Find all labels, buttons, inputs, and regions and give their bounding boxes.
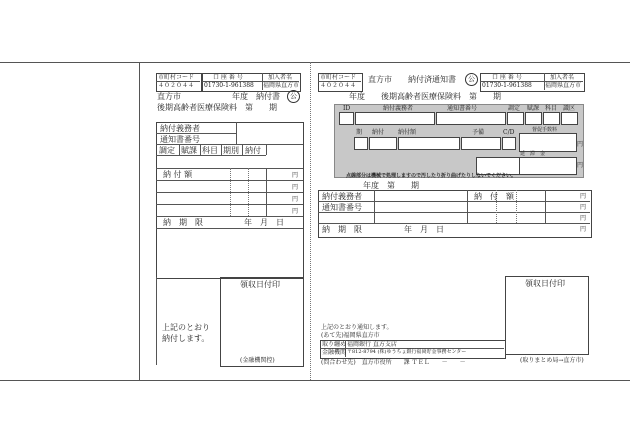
grid-amount: 納付額 (398, 129, 417, 136)
left-note: 上記のとおり 納付します。 (162, 323, 210, 343)
right-account-label: 口 座 番 号 (492, 74, 522, 81)
left-col-0: 調定 (159, 146, 175, 155)
left-bank-note: (金融機関控) (240, 357, 275, 364)
right-receipt-stamp: 領収日付印 (525, 279, 565, 288)
right-yen-3: 円 (580, 226, 587, 233)
left-yen-2: 円 (292, 196, 299, 203)
inquiry: (問合わせ先) 直方市役所 課 ＴＥＬ － － (321, 359, 466, 366)
left-date-text: 年 月 日 (244, 218, 284, 227)
left-col-4: 納付 (245, 146, 261, 155)
top-border (0, 62, 630, 63)
right-yen-1: 円 (580, 204, 587, 211)
grid-yen-0: 円 (577, 141, 584, 148)
left-city: 直方市 (157, 92, 181, 101)
grid-cd: C/D (503, 129, 515, 136)
left-receipt-box (220, 277, 304, 367)
left-payee-label: 加入者名 (268, 74, 293, 81)
right-code-value: ４０２０４４ (320, 82, 357, 89)
right-payee-label: 加入者名 (550, 74, 575, 81)
left-margin-line (139, 62, 140, 380)
ocr-note: 点線部分は機械で処理しますので汚したり折り曲げたりしないでください。 (346, 173, 517, 179)
handling-label: 取り纏め (322, 341, 347, 348)
right-year-line: 年度 後期高齢者医療保険料 第 期 (349, 92, 501, 101)
grid-ki: 期 (356, 129, 363, 136)
bank-value: 〒812-8794 (株)ゆうちょ銀行福岡貯金事務センター (347, 349, 467, 355)
left-yen-0: 円 (292, 172, 299, 179)
grid-chotei: 調定 (508, 105, 521, 112)
notify-text: 上記のとおり通知します。 (321, 324, 393, 331)
addressee: (あて先)福岡県直方市 (321, 332, 380, 339)
grid-yobi: 予備 (472, 129, 485, 136)
left-deadline-label: 納 期 限 (163, 218, 203, 227)
left-payer-label: 納付義務者 (160, 124, 200, 133)
right-payee-value: 福岡県直方市 (545, 82, 582, 89)
right-date-text: 年 月 日 (404, 225, 444, 234)
seal-icon: 公 (465, 73, 478, 86)
left-insurance-title: 後期高齢者医療保険料 第 期 (157, 103, 277, 112)
right-yen-2: 円 (580, 215, 587, 222)
bank-label: 金融機関 (322, 349, 347, 356)
right-city: 直方市 (368, 75, 392, 84)
left-code-label: 市町村コード (158, 74, 195, 81)
grid-yen-1: 円 (577, 162, 584, 169)
left-code-value: ４０２０４４ (158, 82, 195, 89)
right-account-value: 01730-1-961388 (482, 82, 532, 89)
grid-kamoku: 科目 (545, 105, 558, 112)
left-yen-1: 円 (292, 184, 299, 191)
right-code-label: 市町村コード (320, 74, 357, 81)
handling-value: 福岡銀行 直方支店 (347, 341, 397, 348)
seal-icon: 公 (287, 90, 300, 103)
grid-id: ID (343, 105, 351, 112)
right-yen-0: 円 (580, 193, 587, 200)
grid-fuka: 賦課 (527, 105, 540, 112)
left-year-text: 年度 納付書 (232, 92, 280, 101)
right-year-period: 年度 第 期 (363, 181, 419, 190)
right-deadline-label: 納 期 限 (322, 225, 362, 234)
left-payee-value: 福岡県直方市 (263, 82, 300, 89)
fee-digits (519, 133, 577, 152)
left-col-1: 賦課 (181, 146, 197, 155)
left-col-3: 期別 (223, 146, 239, 155)
grid-shikiku: 識区 (563, 105, 576, 112)
grid-payer: 納付義務者 (383, 105, 414, 112)
left-col-2: 科目 (202, 146, 218, 155)
grid-notice-no: 通知書番号 (447, 105, 478, 112)
left-notice-no-label: 通知書番号 (160, 135, 200, 144)
grid-nofu: 納付 (372, 129, 385, 136)
left-amount-label: 納 付 額 (163, 170, 193, 179)
left-account-label: 口 座 番 号 (213, 74, 243, 81)
grid-delay-label: 延 滞 金 (520, 151, 546, 157)
right-payer-label: 納付義務者 (322, 192, 362, 201)
delay-digits-b (519, 157, 577, 175)
right-footer: (取りまとめ局→直方市) (520, 357, 584, 364)
right-amount-label: 納 付 額 (474, 192, 514, 201)
left-account-value: 01730-1-961388 (204, 82, 254, 89)
right-notice-no-label: 通知書番号 (322, 203, 362, 212)
bottom-border (0, 380, 630, 381)
right-title: 納付済通知書 (408, 75, 456, 84)
left-yen-3: 円 (292, 208, 299, 215)
left-receipt-stamp: 領収日付印 (240, 280, 280, 289)
perforation-line (310, 62, 311, 380)
grid-fee-label: 督促手数料 (532, 127, 558, 133)
